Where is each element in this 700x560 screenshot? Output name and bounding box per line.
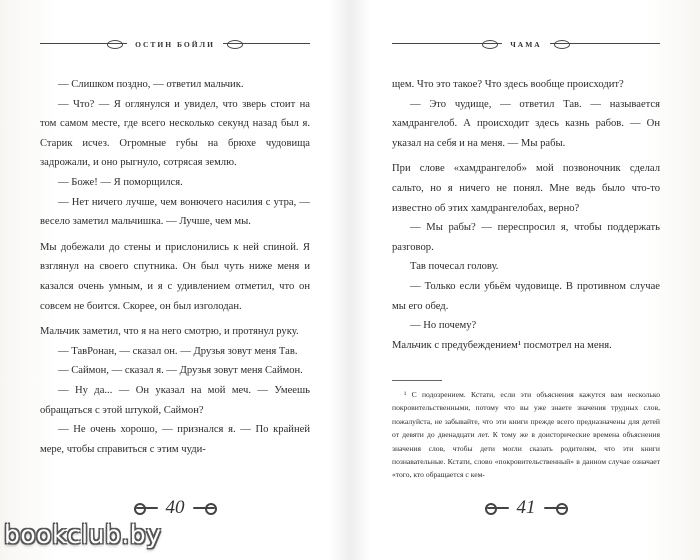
paragraph: — Только если убьём чудовище. В противном случае мы его обед. [392, 280, 660, 312]
left-folio [40, 496, 310, 520]
page-number: 40 [165, 497, 185, 518]
paragraph: Мальчик заметил, что я на него смотрю, и протянул руку. [40, 326, 299, 338]
paragraph: — ТавРонан, — сказал он. — Друзья зовут меня Тав. [58, 345, 298, 357]
swirl-right-icon [191, 501, 217, 515]
right-folio [392, 496, 660, 520]
paragraph: — Ну да... — Он указал на мой меч. — Умеешь обращаться с этой штукой, Саймон? [40, 384, 310, 416]
paragraph: — Саймон, — сказал я. — Друзья зовут меня Саймон. [58, 365, 303, 377]
watermark-logo: bookclub.by [4, 520, 162, 549]
ornament-right-icon [223, 39, 310, 49]
right-header [392, 36, 660, 52]
ornament-left-icon [392, 39, 502, 49]
footnote-text: ¹ С подозрением. Кстати, если эти объяснения кажутся вам несколько покровительственными, потому что вы уже знаете значения трудных слов, пожалуйста, не забывайте, что эти книги прежде всего предназначены для детей от девяти до двенадцати лет. К тому же в доисторические времена объяснения значения слов, чтобы дети могли сказать родителям, что эти книги познавательные. Кстати, слово «покровительственный» в данном случае означает «того, кто обращается с кем- [392, 390, 660, 480]
right-page [392, 0, 660, 560]
paragraph: Тав почесал голову. [410, 261, 499, 273]
swirl-left-icon [134, 501, 160, 515]
paragraph: Мальчик с предубеждением¹ посмотрел на меня. [392, 339, 612, 351]
paragraph: — Слишком поздно, — ответил мальчик. [58, 79, 244, 90]
right-running-head: ЧАМА [510, 39, 542, 49]
footnote [392, 388, 660, 482]
paragraph: Мы добежали до стены и прислонились к ней спиной. Я взглянул на своего спутника. Он был чуть ниже меня и казался очень умным, и я с удивлением отметил, что он совсем не боится. Скорее, он был изголодан. [40, 241, 310, 312]
paragraph: — Нет ничего лучше, чем вонючего насилия с утра, — весело заметил мальчишка. — Лучше, чем мы. [40, 196, 310, 228]
swirl-left-icon [485, 501, 511, 515]
left-header [40, 36, 310, 52]
left-running-head: ОСТИН БОЙЛИ [135, 39, 215, 49]
left-page [40, 0, 310, 560]
ornament-left-icon [40, 39, 127, 49]
page-number: 41 [516, 497, 536, 518]
paragraph: — Что? — Я оглянулся и увидел, что зверь стоит на том самом месте, где всего несколько секунд назад был я. Старик исчез. Огромные губы на брюхе чудовища задрожали, и оно рыгнуло, сотрясая землю. [40, 98, 310, 169]
paragraph: — Не очень хорошо, — признался я. — По крайней мере, чтобы справиться с этим чуди- [40, 424, 310, 455]
left-page-text [40, 75, 310, 459]
swirl-right-icon [542, 501, 568, 515]
paragraph: — Но почему? [410, 320, 477, 332]
paragraph: — Мы рабы? — переспросил я, чтобы поддержать разговор. [392, 222, 660, 253]
ornament-right-icon [550, 39, 660, 49]
paragraph: — Боже! — Я поморщился. [58, 176, 183, 188]
paragraph: щем. Что это такое? Что здесь вообще происходит? [392, 79, 624, 90]
paragraph: При слове «хамдрангелоб» мой позвоночник сделал сальто, но я ничего не понял. Мне ведь было что-то известно об этих хамдрангелобах, верно? [392, 163, 660, 214]
paragraph: — Это чудище, — ответил Тав. — называется хамдрангелоб. А происходит здесь казнь рабов. — Он указал на себя и на меня. — Мы рабы. [392, 98, 660, 149]
right-page-text [392, 75, 660, 355]
footnote-rule [392, 380, 442, 381]
